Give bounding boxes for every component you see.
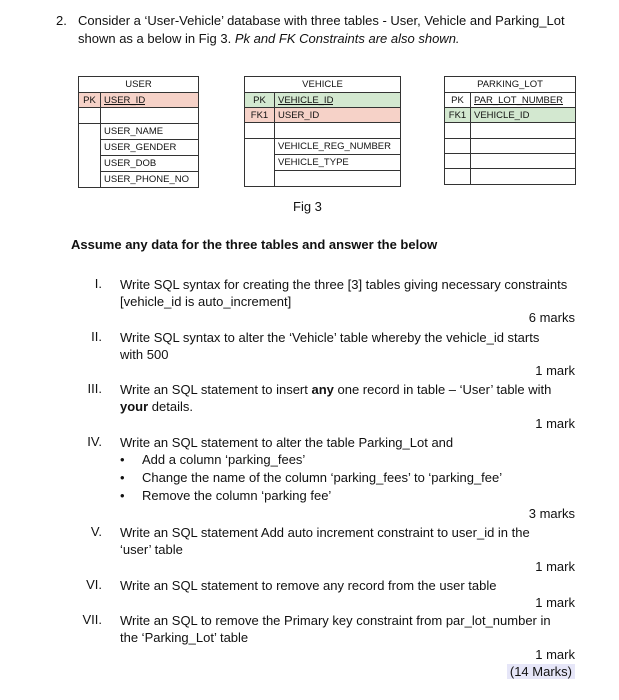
question-line-2 <box>78 30 460 48</box>
item-vii-marks: 1 mark <box>535 647 575 662</box>
parking-pk-label: PK <box>445 93 471 107</box>
user-table-title: USER <box>79 77 198 93</box>
item-iii-text-a: Write an SQL statement to insert <box>120 382 312 397</box>
user-pk-label: PK <box>79 93 101 107</box>
parking-pk-row <box>445 93 575 108</box>
item-iii-marks: 1 mark <box>535 416 575 431</box>
item-ii-line-1: Write SQL syntax to alter the ‘Vehicle’ table whereby the vehicle_id starts <box>120 330 540 345</box>
instruction: Assume any data for the three tables and answer the below <box>71 237 438 252</box>
user-pk-field: USER_ID <box>104 95 146 106</box>
parking-empty-row-1 <box>445 123 575 139</box>
user-pk-row <box>79 93 198 108</box>
figure-caption: Fig 3 <box>293 199 322 214</box>
item-iii-details: details. <box>148 399 193 414</box>
item-v-line-2: ‘user’ table <box>120 542 183 557</box>
user-field-name: USER_NAME <box>101 124 198 140</box>
parking-pk-field: PAR_LOT_NUMBER <box>474 95 564 106</box>
question-line-1: Consider a ‘User-Vehicle’ database with three tables - User, Vehicle and Parking_Lot <box>78 13 565 28</box>
vehicle-field-type: VEHICLE_TYPE <box>275 155 400 171</box>
item-vi-marks: 1 mark <box>535 595 575 610</box>
vehicle-fk-label: FK1 <box>245 108 275 122</box>
vehicle-table-title: VEHICLE <box>245 77 400 93</box>
vehicle-fk-field: USER_ID <box>278 110 320 121</box>
question-line-2-italic: Pk and FK Constraints are also shown. <box>234 31 460 46</box>
item-vi-line-1: Write an SQL statement to remove any record from the user table <box>120 578 497 593</box>
vehicle-field-reg: VEHICLE_REG_NUMBER <box>275 139 400 155</box>
vehicle-table <box>244 76 401 187</box>
vehicle-pk-row <box>245 93 400 108</box>
parking-empty-row-3 <box>445 154 575 169</box>
item-iii-text-bold: any <box>311 382 334 397</box>
item-iv-number: IV. <box>87 434 102 449</box>
item-iii-line-1 <box>120 381 551 399</box>
item-vii-line-2: the ‘Parking_Lot’ table <box>120 630 249 645</box>
item-iii-line-2 <box>120 398 193 416</box>
item-i-marks: 6 marks <box>528 310 575 325</box>
vehicle-empty-row-1 <box>245 123 400 139</box>
item-vii-line-1: Write an SQL to remove the Primary key constraint from par_lot_number in <box>120 613 551 628</box>
parking-empty-row-4 <box>445 169 575 184</box>
question-line-2-text: shown as a below in Fig 3. <box>78 31 235 46</box>
item-v-line-1: Write an SQL statement Add auto increment constraint to user_id in the <box>120 525 530 540</box>
item-vii-number: VII. <box>82 612 102 627</box>
parking-table-title: PARKING_LOT <box>445 77 575 93</box>
parking-fk-label: FK1 <box>445 108 471 122</box>
item-i-line-1: Write SQL syntax for creating the three [3] tables giving necessary constraints <box>120 277 568 292</box>
user-table <box>78 76 199 188</box>
user-empty-row <box>79 108 198 124</box>
item-v-marks: 1 mark <box>535 559 575 574</box>
vehicle-pk-label: PK <box>245 93 275 107</box>
user-fields-block <box>79 124 198 187</box>
user-field-dob: USER_DOB <box>101 156 198 172</box>
item-i-line-2: [vehicle_id is auto_increment] <box>120 294 292 309</box>
user-field-gender: USER_GENDER <box>101 140 198 156</box>
item-vi-number: VI. <box>86 577 102 592</box>
user-field-phone: USER_PHONE_NO <box>104 174 189 185</box>
parking-fk-field: VEHICLE_ID <box>474 110 530 121</box>
item-iv-bullet-1: • Add a column ‘parking_fees’ <box>142 452 305 467</box>
parking-empty-row-2 <box>445 139 575 154</box>
total-marks: (14 Marks) <box>507 664 575 679</box>
item-iii-number: III. <box>87 381 102 396</box>
item-iv-marks: 3 marks <box>528 506 575 521</box>
item-v-number: V. <box>90 524 102 539</box>
item-ii-number: II. <box>91 329 102 344</box>
parking-fk-row <box>445 108 575 123</box>
item-iv-line-1: Write an SQL statement to alter the table Parking_Lot and <box>120 435 454 450</box>
item-iv-bullet-3: • Remove the column ‘parking fee’ <box>142 488 331 503</box>
item-i-number: I. <box>94 276 102 291</box>
item-ii-marks: 1 mark <box>535 363 575 378</box>
vehicle-fields-block <box>245 139 400 186</box>
item-iii-text-c: one record in table – ‘User’ table with <box>333 382 552 397</box>
vehicle-fk-row <box>245 108 400 123</box>
vehicle-pk-field: VEHICLE_ID <box>278 95 334 106</box>
question-number: 2. <box>56 13 67 28</box>
item-ii-line-2: with 500 <box>120 347 169 362</box>
item-iii-your: your <box>120 399 149 414</box>
item-iv-bullet-2: • Change the name of the column ‘parking_fees’ to ‘parking_fee’ <box>142 470 502 485</box>
parking-table <box>444 76 576 185</box>
